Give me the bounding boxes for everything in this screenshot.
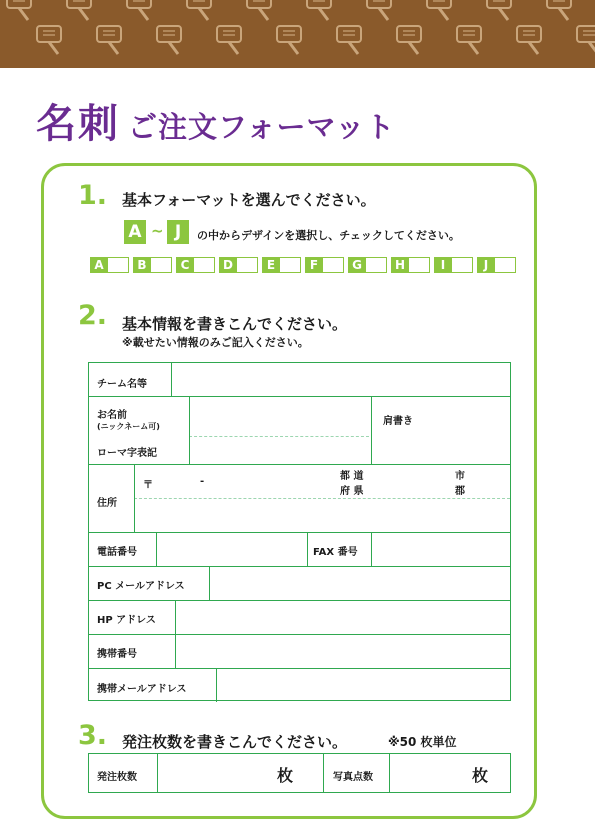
phone-label: 電話番号	[97, 547, 137, 558]
section1-title: 基本フォーマットを選んでください。	[122, 191, 376, 209]
design-checkbox[interactable]	[494, 257, 516, 273]
section3-number: 3.	[78, 720, 108, 751]
city-label: 市	[455, 471, 465, 482]
order-count-label: 発注枚数	[97, 772, 137, 783]
hp-label: HP アドレス	[97, 615, 156, 626]
design-letter: D	[219, 257, 237, 273]
mobile-field[interactable]	[177, 636, 509, 667]
design-letter: H	[391, 257, 409, 273]
county-label: 郡	[455, 486, 465, 497]
pc-mail-label: PC メールアドレス	[97, 581, 185, 592]
design-checkbox[interactable]	[279, 257, 301, 273]
section3-title: 発注枚数を書きこんでください。	[122, 733, 348, 751]
address-label: 住所	[97, 498, 117, 509]
design-checkbox[interactable]	[193, 257, 215, 273]
design-checkbox[interactable]	[236, 257, 258, 273]
address-field[interactable]	[136, 500, 509, 531]
design-option-i[interactable]	[434, 257, 473, 273]
design-letter: J	[477, 257, 495, 273]
fax-field[interactable]	[373, 534, 509, 565]
fax-label: FAX 番号	[313, 547, 358, 558]
fuken-label: 府 県	[340, 486, 364, 497]
design-letter: I	[434, 257, 452, 273]
range-start-badge: A	[124, 220, 146, 244]
count-table	[88, 753, 511, 793]
design-checkbox[interactable]	[365, 257, 387, 273]
design-option-j[interactable]	[477, 257, 516, 273]
postal-mark: 〒	[143, 480, 153, 491]
order-count-unit: 枚	[277, 766, 294, 785]
info-form-table	[88, 362, 511, 701]
design-option-a[interactable]	[90, 257, 129, 273]
job-title-field[interactable]	[373, 423, 509, 463]
design-letter: G	[348, 257, 366, 273]
section3-note: ※50 枚単位	[388, 735, 457, 749]
mobile-label: 携帯番号	[97, 649, 137, 660]
nickname-note: (ニックネーム可)	[97, 422, 160, 431]
design-checkbox[interactable]	[322, 257, 344, 273]
team-field[interactable]	[173, 364, 509, 395]
section2-title: 基本情報を書きこんでください。	[122, 315, 348, 333]
design-checkbox[interactable]	[107, 257, 129, 273]
title-main: 名刺	[36, 101, 120, 147]
design-checkbox[interactable]	[408, 257, 430, 273]
section1-instruction: の中からデザインを選択し、チェックしてください。	[197, 229, 460, 242]
photo-count-unit: 枚	[472, 766, 489, 785]
pc-mail-field[interactable]	[211, 568, 509, 599]
design-option-h[interactable]	[391, 257, 430, 273]
hp-field[interactable]	[177, 602, 509, 633]
design-option-c[interactable]	[176, 257, 215, 273]
design-option-f[interactable]	[305, 257, 344, 273]
postal-dash: -	[200, 476, 205, 487]
design-letter: A	[90, 257, 108, 273]
design-checkbox[interactable]	[451, 257, 473, 273]
todo-label: 都 道	[340, 471, 364, 482]
page-title	[36, 92, 395, 149]
fan-icon	[7, 0, 595, 54]
section1-number: 1.	[78, 180, 108, 211]
fan-pattern	[0, 0, 595, 68]
design-letter: C	[176, 257, 194, 273]
name-label: お名前	[97, 410, 127, 421]
section2-number: 2.	[78, 300, 108, 331]
job-title-label: 肩書き	[383, 416, 413, 427]
design-option-e[interactable]	[262, 257, 301, 273]
design-checkbox[interactable]	[150, 257, 172, 273]
title-sub: ご注文フォーマット	[128, 110, 396, 144]
order-count-field[interactable]	[159, 755, 272, 791]
romaji-field[interactable]	[191, 438, 370, 463]
mobile-mail-field[interactable]	[218, 670, 509, 700]
name-field[interactable]	[191, 398, 370, 435]
design-option-g[interactable]	[348, 257, 387, 273]
header-banner	[0, 0, 595, 68]
mobile-mail-label: 携帯メールアドレス	[97, 684, 187, 695]
design-option-d[interactable]	[219, 257, 258, 273]
section2-note: ※載せたい情報のみご記入ください。	[122, 336, 309, 349]
romaji-label: ローマ字表記	[97, 448, 157, 459]
range-end-badge: J	[167, 220, 189, 244]
photo-count-label: 写真点数	[333, 772, 373, 783]
team-label: チーム名等	[97, 379, 147, 390]
design-letter: E	[262, 257, 280, 273]
design-letter: F	[305, 257, 323, 273]
photo-count-field[interactable]	[391, 755, 469, 791]
design-option-b[interactable]	[133, 257, 172, 273]
range-separator: ~	[151, 222, 164, 240]
phone-field[interactable]	[158, 534, 306, 565]
design-letter: B	[133, 257, 151, 273]
